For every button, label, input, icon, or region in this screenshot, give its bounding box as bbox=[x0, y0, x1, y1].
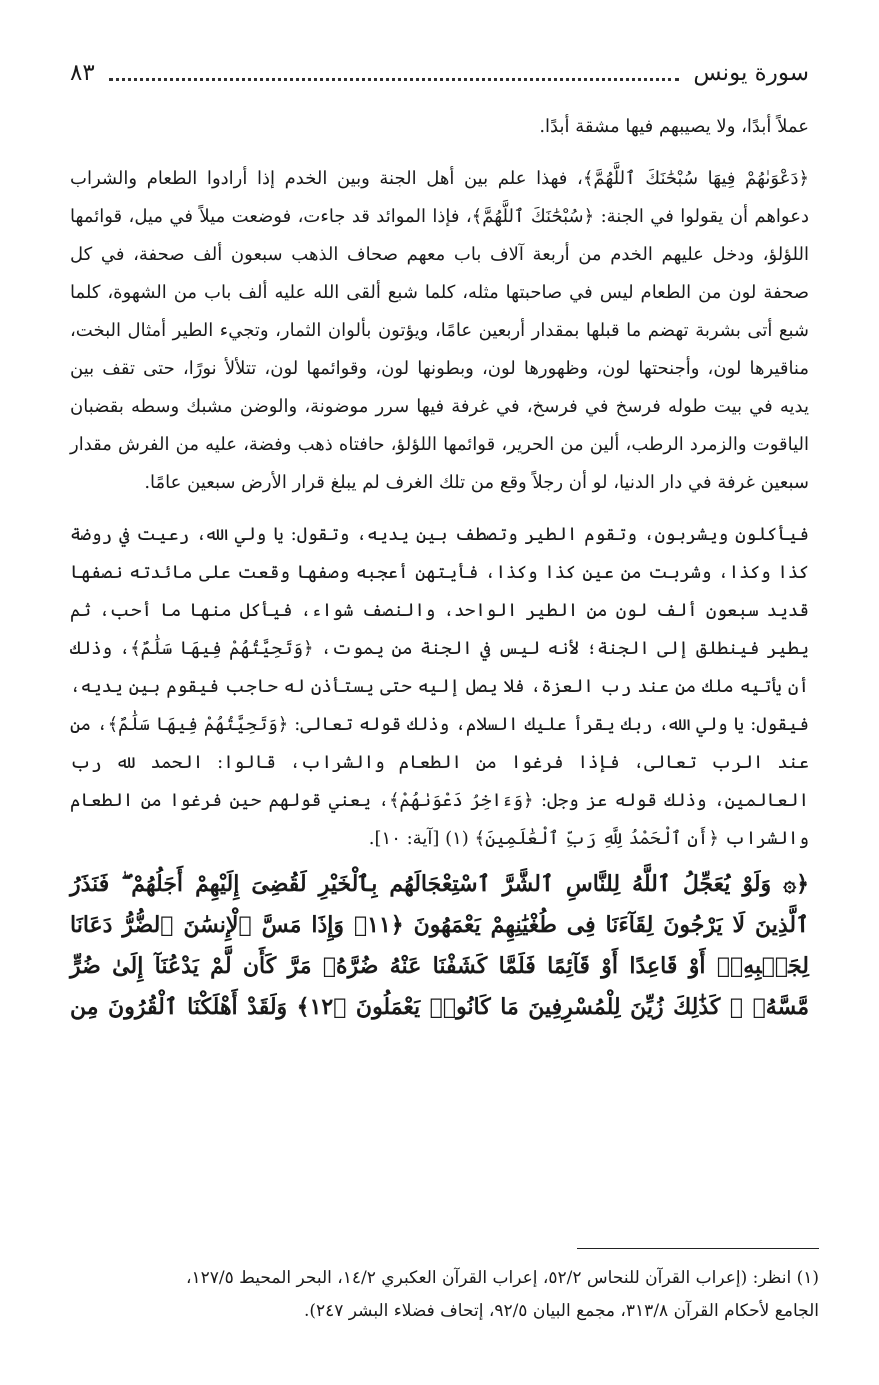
quran-verses: ﴿۞ وَلَوْ يُعَجِّلُ ٱللَّهُ لِلنَّاسِ ٱلشَّرَّ ٱسْتِعْجَالَهُم بِٱلْخَيْرِ لَقُضِىَ إِلَيْهِمْ أَجَلُهُمْ ۖ فَنَذَرُ ٱلَّذِينَ لَا يَرْجُونَ لِقَآءَنَا فِى طُغْيَٰنِهِمْ يَعْمَهُونَ ﴿١١﴾ وَإِذَا مَسَّ ٱلْإِنسَٰنَ ٱلضُّرُّ دَعَانَا لِجَنۢبِهِۦٓ أَوْ قَاعِدًا أَوْ قَآئِمًا فَلَمَّا كَشَفْنَا عَنْهُ ضُرَّهُۥ مَرَّ كَأَن لَّمْ يَدْعُنَآ إِلَىٰ ضُرٍّ مَّسَّهُۥ ۚ كَذَٰلِكَ زُيِّنَ لِلْمُسْرِفِينَ مَا كَانُوا۟ يَعْمَلُونَ ﴿١٢﴾ وَلَقَدْ أَهْلَكْنَا ٱلْقُرُونَ مِن bbox=[70, 871, 809, 1020]
footnote bbox=[60, 1262, 819, 1328]
header-dotted-leader bbox=[109, 78, 680, 81]
paragraph-tafsir-2: فيأكلون ويشربون، وتقوم الطير وتصطف بين يديه، وتقول: يا ولي الله، رعيت في روضة كذا وكذا، وشربت من عين كذا وكذا، فأيتهن أعجبه وصفها وقعت على مائدته نصفها قديد سبعون ألف لون من الطير الواحد، والنصف شواء، فيأكل منها ما أحب، ثم يطير فينطلق إلى الجنة؛ لأنه ليس في الجنة من يموت، ﴿وَتَحِيَّتُهُمْ فِيهَا سَلَٰمٌ﴾، وذلك أن يأتيه ملك من عند رب العزة، فلا يصل إليه حتى يستأذن له حاجب فيقوم بين يديه، فيقول: يا ولي الله، ربك يقرأ عليك السلام، وذلك قوله تعالى: ﴿وَتَحِيَّتُهُمْ فِيهَا سَلَٰمٌ﴾، من عند الرب تعالى، فإذا فرغوا من الطعام والشراب، قالوا: الحمد لله رب العالمين، وذلك قوله عز وجل: ﴿وَءَاخِرُ دَعْوَىٰهُمْ﴾، يعني قولهم حين فرغوا من الطعام والشراب ﴿أَنِ ٱلْحَمْدُ لِلَّهِ رَبِّ ٱلْعَٰلَمِينَ﴾ (١) [آية: ١٠]. bbox=[70, 524, 809, 849]
page-number: ٨٣ bbox=[70, 60, 95, 86]
footnote-line-2: الجامع لأحكام القرآن ٣١٣/٨، مجمع البيان ٩٢/٥، إتحاف فضلاء البشر ٢٤٧). bbox=[303, 1301, 819, 1321]
surah-title: سورة يونس bbox=[693, 60, 809, 86]
page-body bbox=[70, 108, 809, 1050]
footnote-separator bbox=[577, 1248, 819, 1249]
page-header bbox=[70, 56, 809, 90]
paragraph-tafsir-1: ﴿دَعْوَىٰهُمْ فِيهَا سُبْحَٰنَكَ ٱللَّهُمَّ﴾، فهذا علم بين أهل الجنة وبين الخدم إذا أرادوا الطعام والشراب دعواهم أن يقولوا في الجنة: ﴿سُبْحَٰنَكَ ٱللَّهُمَّ﴾، فإذا الموائد قد جاءت، فوضعت ميلاً في ميل، قوائمها اللؤلؤ، ودخل عليهم الخدم من أربعة آلاف باب معهم صحاف الذهب سبعون ألف صحفة، في كل صحفة لون من الطعام ليس في صاحبتها مثله، كلما شبع ألقى الله عليه ألف باب من الشهوة، كلما شبع أتى بشربة تهضم ما قبلها بمقدار أربعين عامًا، ويؤتون بألوان الثمار، وتجيء الطير أمثال البخت، مناقيرها لون، وأجنحتها لون، وظهورها لون، وبطونها لون، وقوائمها لون، تتلألأ نورًا، حتى تقف بين يديه في بيت طوله فرسخ في فرسخ، في غرفة فيها سرر موضونة، والوضن مشبك وسطه بقضبان الياقوت والزمرد الرطب، ألين من الحرير، قوائمها اللؤلؤ، حافتاه ذهب وفضة، عليه من الفرش مقدار سبعين غرفة في دار الدنيا، لو أن رجلاً وقع من تلك الغرف لم يبلغ قرار الأرض سبعين عامًا. bbox=[70, 168, 809, 493]
paragraph-intro: عملاً أبدًا، ولا يصيبهم فيها مشقة أبدًا. bbox=[539, 116, 809, 137]
footnote-line-1: (١) انظر: (إعراب القرآن للنحاس ٥٢/٢، إعراب القرآن العكبري ١٤/٢، البحر المحيط ١٢٧/٥، bbox=[185, 1268, 819, 1288]
